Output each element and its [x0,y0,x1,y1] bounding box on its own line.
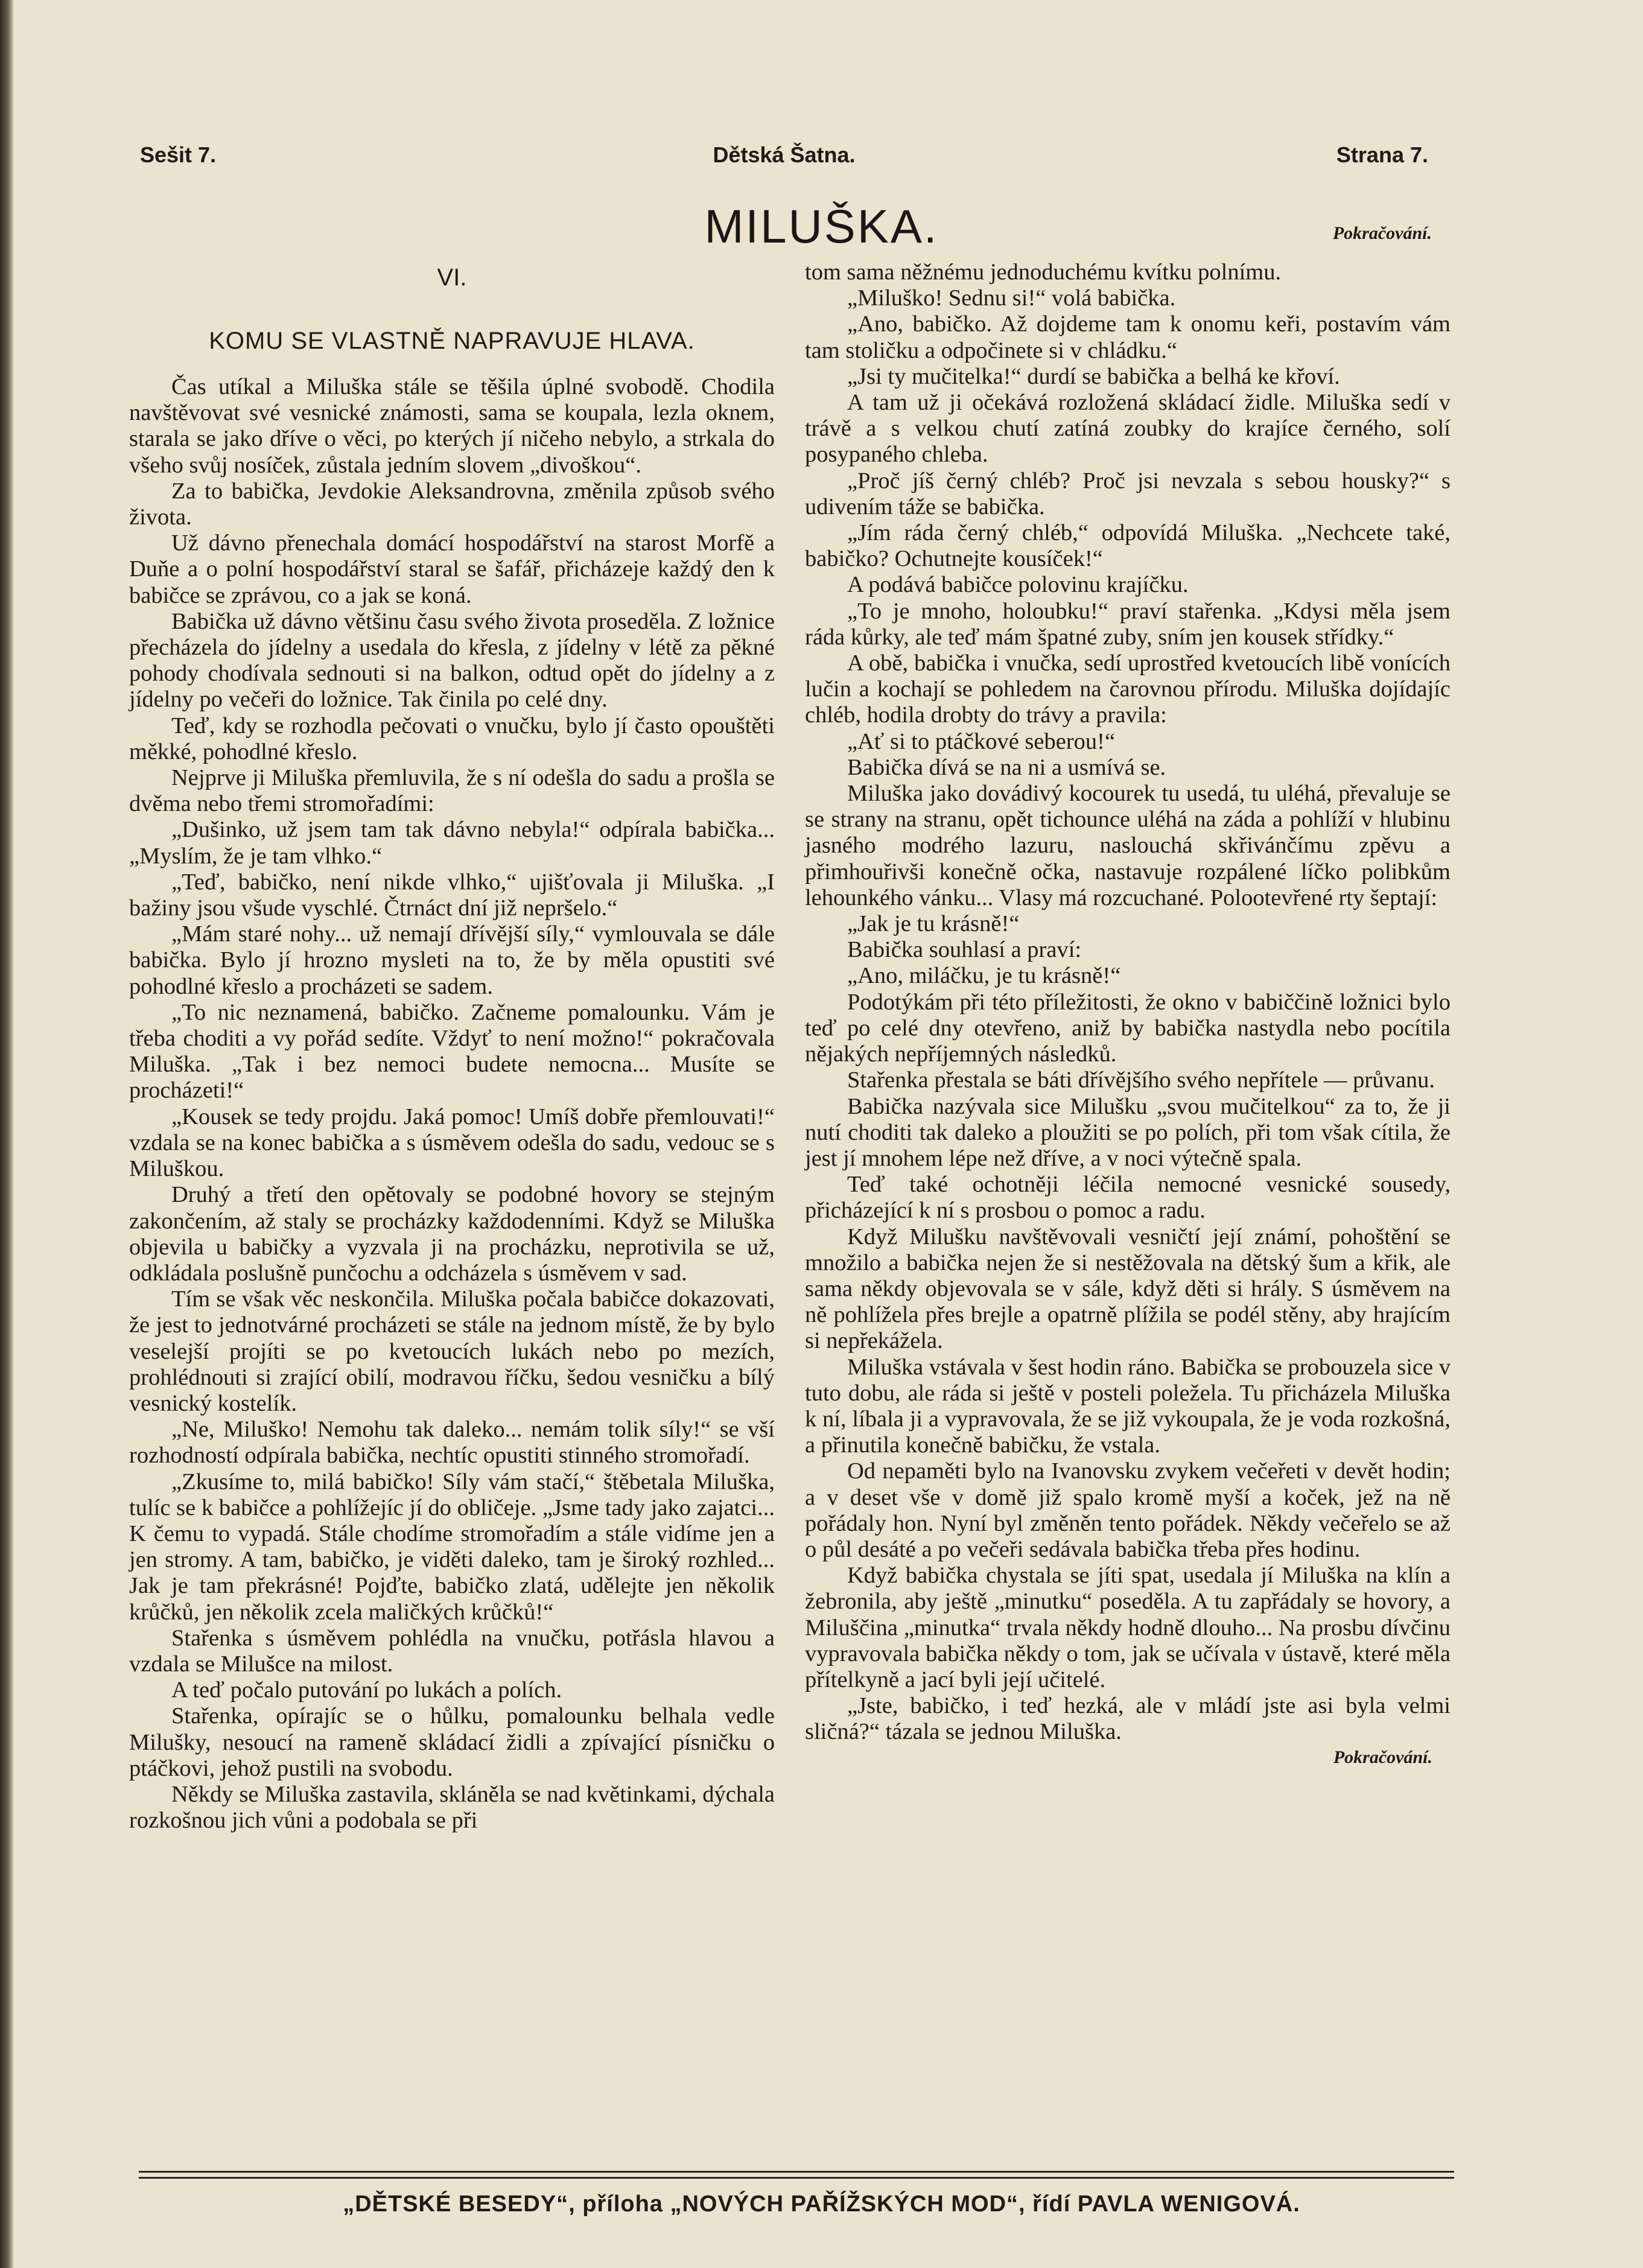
paragraph: Čas utíkal a Miluška stále se těšila úplné svobodě. Chodila navštěvovat své vesnické známosti, sama se koupala, lezla oknem, starala se jako dříve o věci, po kterých jí ničeho nebylo, a strkala do všeho svůj nosíček, zůstala jedním slovem „divoškou“. [129,374,775,478]
paragraph: „Dušinko, už jsem tam tak dávno nebyla!“ odpírala babička... „Myslím, že je tam vlhko.“ [129,817,775,869]
paragraph: A tam už ji očekává rozložená skládací židle. Miluška sedí v trávě a s velkou chutí zatíná zoubky do krajíce černého, solí posypaného chleba. [805,390,1451,468]
paragraph: Druhý a třetí den opětovaly se podobné hovory se stejným zakončením, až staly se procházky každodenními. Když se Miluška objevila u babičky a vyzvala ji na procházku, neprotivila se už, odkládala poslušně punčochu a odcházela s úsměvem v sad. [129,1182,775,1286]
paragraph: Stařenka s úsměvem pohlédla na vnučku, potřásla hlavou a vzdala se Milušce na milost. [129,1625,775,1677]
running-header [140,142,1428,179]
paragraph: Babička souhlasí a praví: [847,937,1082,963]
footer-rule-bottom [139,2177,1454,2179]
paragraph: Už dávno přenechala domácí hospodářství na starost Morfě a Duňe a o polní hospodářství staral se šafář, přicházeje každý den k babičce se zprávou, co a jak se koná. [129,530,775,608]
paragraph: Za to babička, Jevdokie Aleksandrovna, změnila způsob svého života. [129,478,775,530]
paragraph: A obě, babička i vnučka, sedí uprostřed kvetoucích libě vonících lučin a kochají se pohledem na čarovnou přírodu. Miluška dojídajíc chléb, hodila drobty do trávy a pravila: [805,650,1451,728]
paragraph: Tím se však věc neskončila. Miluška počala babičce dokazovati, že jest to jednotvárné procházeti se stále na jednom místě, že by bylo veselejší projíti se po kvetoucích lukách nebo po mezích, prohlédnouti si zrající obilí, modravou říčku, šedou vesničku a bílý vesnický kostelík. [129,1286,775,1416]
publication-name: Dětská Šatna. [713,142,856,167]
paragraph: Teď, kdy se rozhodla pečovati o vnučku, bylo jí často opouštěti měkké, pohodlné křeslo. [129,713,775,764]
continued-label-bottom: Pokračování. [1333,1747,1432,1767]
page-number: Strana 7. [1336,142,1428,167]
paragraph: A teď počalo putování po lukách a polích. [171,1677,562,1703]
paragraph: „Ať si to ptáčkové seberou!“ [847,728,1116,754]
right-column-paragraphs [805,285,1451,1745]
text-column-right [805,259,1451,1770]
paragraph: Od nepaměti bylo na Ivanovsku zvykem večeřeti v devět hodin; a v deset vše v domě již spalo kromě myší a koček, jež na ně pořádaly hon. Nyní byl změněn tento pořádek. Někdy večeřelo se až o půl desáté a po večeři sedávala babička třeba přes hodinu. [805,1458,1451,1562]
paragraph: Stařenka přestala se báti dřívějšího svého nepřítele — průvanu. [847,1067,1435,1093]
paragraph: Někdy se Miluška zastavila, skláněla se nad květinkami, dýchala rozkošnou jich vůni a podobala se při [129,1781,775,1834]
paragraph: Stařenka, opírajíc se o hůlku, pomalounku belhala vedle Milušky, nesoucí na rameně skládací židli a zpívající písničku o ptáčkovi, jehož pustili na svobodu. [129,1703,775,1781]
left-column-paragraphs [129,374,775,1834]
paragraph: „Ano, miláčku, je tu krásně!“ [847,963,1121,989]
paragraph: „Ano, babičko. Až dojdeme tam k onomu keři, postavím vám tam stoličku a odpočinete si v chládku.“ [805,311,1451,363]
paragraph: Když Milušku navštěvovali vesničtí její známí, pohoštění se množilo a babička nejen že si nestěžovala na dětský šum a křik, ale sama někdy objevovala se v sále, když děti si hrály. S úsměvem na ně pohlížela přes brejle a opatrně plížila se podél stěny, aby hrajícím si nepřekážela. [805,1224,1451,1354]
paragraph: „Ne, Miluško! Nemohu tak daleko... nemám tolik síly!“ se vší rozhodností odpírala babička, nechtíc opustiti stinného stromořadí. [129,1417,775,1469]
issue-number: Sešit 7. [140,142,217,167]
paragraph: „Kousek se tedy projdu. Jaká pomoc! Umíš dobře přemlouvati!“ vzdala se na konec babička a s úsměvem odešla do sadu, vedouc se s Miluškou. [129,1104,775,1182]
paragraph: Podotýkám při této příležitosti, že okno v babiččině ložnici bylo teď po celé dny otevřeno, aniž by babička nastydla nebo pocítila nějakých nepříjemných následků. [805,989,1451,1067]
publication-footer: „DĚTSKÉ BESEDY“, příloha „NOVÝCH PAŘÍŽSKÝCH MOD“, řídí PAVLA WENIGOVÁ. [343,2191,1300,2217]
footer-rule-top [139,2171,1454,2173]
paragraph: Když babička chystala se jíti spat, usedala jí Miluška na klín a žebronila, aby ještě „minutku“ poseděla. A tu zapřádaly se hovory, a Miluščina „minutka“ trvala někdy hodně dlouho... Na prosbu dívčinu vypravovala babička někdy o tom, jak se učívala v ústavě, které měla přítelkyně a jací byli její učitelé. [805,1563,1451,1692]
paragraph: „Jím ráda černý chléb,“ odpovídá Miluška. „Nechcete také, babičko? Ochutnejte kousíček!“ [805,520,1451,572]
paragraph: „Jak je tu krásně!“ [847,911,1020,937]
paragraph: A podává babičce polovinu krajíčku. [847,572,1189,598]
paragraph: „Jste, babičko, i teď hezká, ale v mládí jste asi byla velmi sličná?“ tázala se jednou Miluška. [805,1693,1451,1745]
paragraph: „Mám staré nohy... už nemají dřívější síly,“ vymlouvala se dále babička. Bylo jí hrozno mysleti na to, že by měla opustiti své pohodlné křeslo a procházeti se sadem. [129,921,775,999]
paragraph: Babička už dávno většinu času svého života proseděla. Z ložnice přecházela do jídelny a usedala do křesla, z jídelny v létě za pěkné pohody chodívala sednouti si na balkon, odtud opět do jídelny a z jídelny po večeři do ložnice. Tak činila po celé dny. [129,608,775,713]
chapter-title: KOMU SE VLASTNĚ NAPRAVUJE HLAVA. [209,328,695,354]
chapter-number: VI. [437,264,467,291]
paragraph: „Jsi ty mučitelka!“ durdí se babička a belhá ke křoví. [847,363,1340,389]
paragraph: „Proč jíš černý chléb? Proč jsi nevzala s sebou housky?“ s udivením táže se babička. [805,468,1451,519]
paragraph: „Teď, babičko, není nikde vlhko,“ ujišťovala ji Miluška. „I bažiny jsou všude vyschlé. Čtrnáct dní již nepršelo.“ [129,869,775,921]
paragraph: „To je mnoho, holoubku!“ praví stařenka. „Kdysi měla jsem ráda kůrky, ale teď mám špatné zuby, sním jen kousek střídky.“ [805,598,1451,650]
paragraph: Nejprve ji Miluška přemluvila, že s ní odešla do sadu a prošla se dvěma nebo třemi stromořadími: [129,765,775,817]
paragraph-continuation: tom sama něžnému jednoduchému kvítku polnímu. [805,259,1282,285]
paragraph: Babička dívá se na ni a usmívá se. [847,754,1166,780]
paragraph: Miluška jako dovádivý kocourek tu usedá, tu uléhá, převaluje se se strany na stranu, opět tichounce uléhá na záda a pohlíží v hlubinu jasného modrého lazuru, naslouchá skřivánčímu zpěvu a přimhouřivši konečně očka, nastavuje rozpálené líčko polibkům lehounkého vánku... Vlasy má rozcuchané. Polootevřené rty šeptají: [805,781,1451,910]
story-title: MILUŠKA. [704,200,939,253]
paragraph: Miluška vstávala v šest hodin ráno. Babička se probouzela sice v tuto dobu, ale ráda si ještě v posteli poležela. Tu přicházela Miluška k ní, líbala ji a vypravovala, že se již vykoupala, že je voda rozkošná, a přinutila konečně babičku, že vstala. [805,1354,1451,1458]
continued-label-top: Pokračování. [1332,223,1432,243]
paragraph: „To nic neznamená, babičko. Začneme pomalounku. Vám je třeba choditi a vy pořád sedíte. Vždyť to není možno!“ pokračovala Miluška. „Tak i bez nemoci budete nemocna... Musíte se procházeti!“ [129,999,775,1104]
paragraph: Babička nazývala sice Milušku „svou mučitelkou“ za to, že ji nutí choditi tak daleko a ploužiti se po polích, při tom však cítila, že jest jí mnohem lépe než dříve, a v noci výtečně spala. [805,1093,1451,1171]
paragraph: „Zkusíme to, milá babičko! Síly vám stačí,“ štěbetala Miluška, tulíc se k babičce a pohlížejíc jí do obličeje. „Jsme tady jako zajatci... K čemu to vypadá. Stále chodíme stromořadím a stále vidíme jen a jen stromy. A tam, babičko, je viděti daleko, tam je široký rozhled... Jak je tam překrásné! Pojďte, babičko zlatá, udělejte jen několik krůčků, jen několik zcela maličkých krůčků!“ [129,1469,775,1625]
paragraph: „Miluško! Sednu si!“ volá babička. [847,285,1176,311]
paragraph: Teď také ochotněji léčila nemocné vesnické sousedy, přicházející k ní s prosbou o pomoc a radu. [805,1172,1451,1224]
text-column-left [129,259,775,1834]
